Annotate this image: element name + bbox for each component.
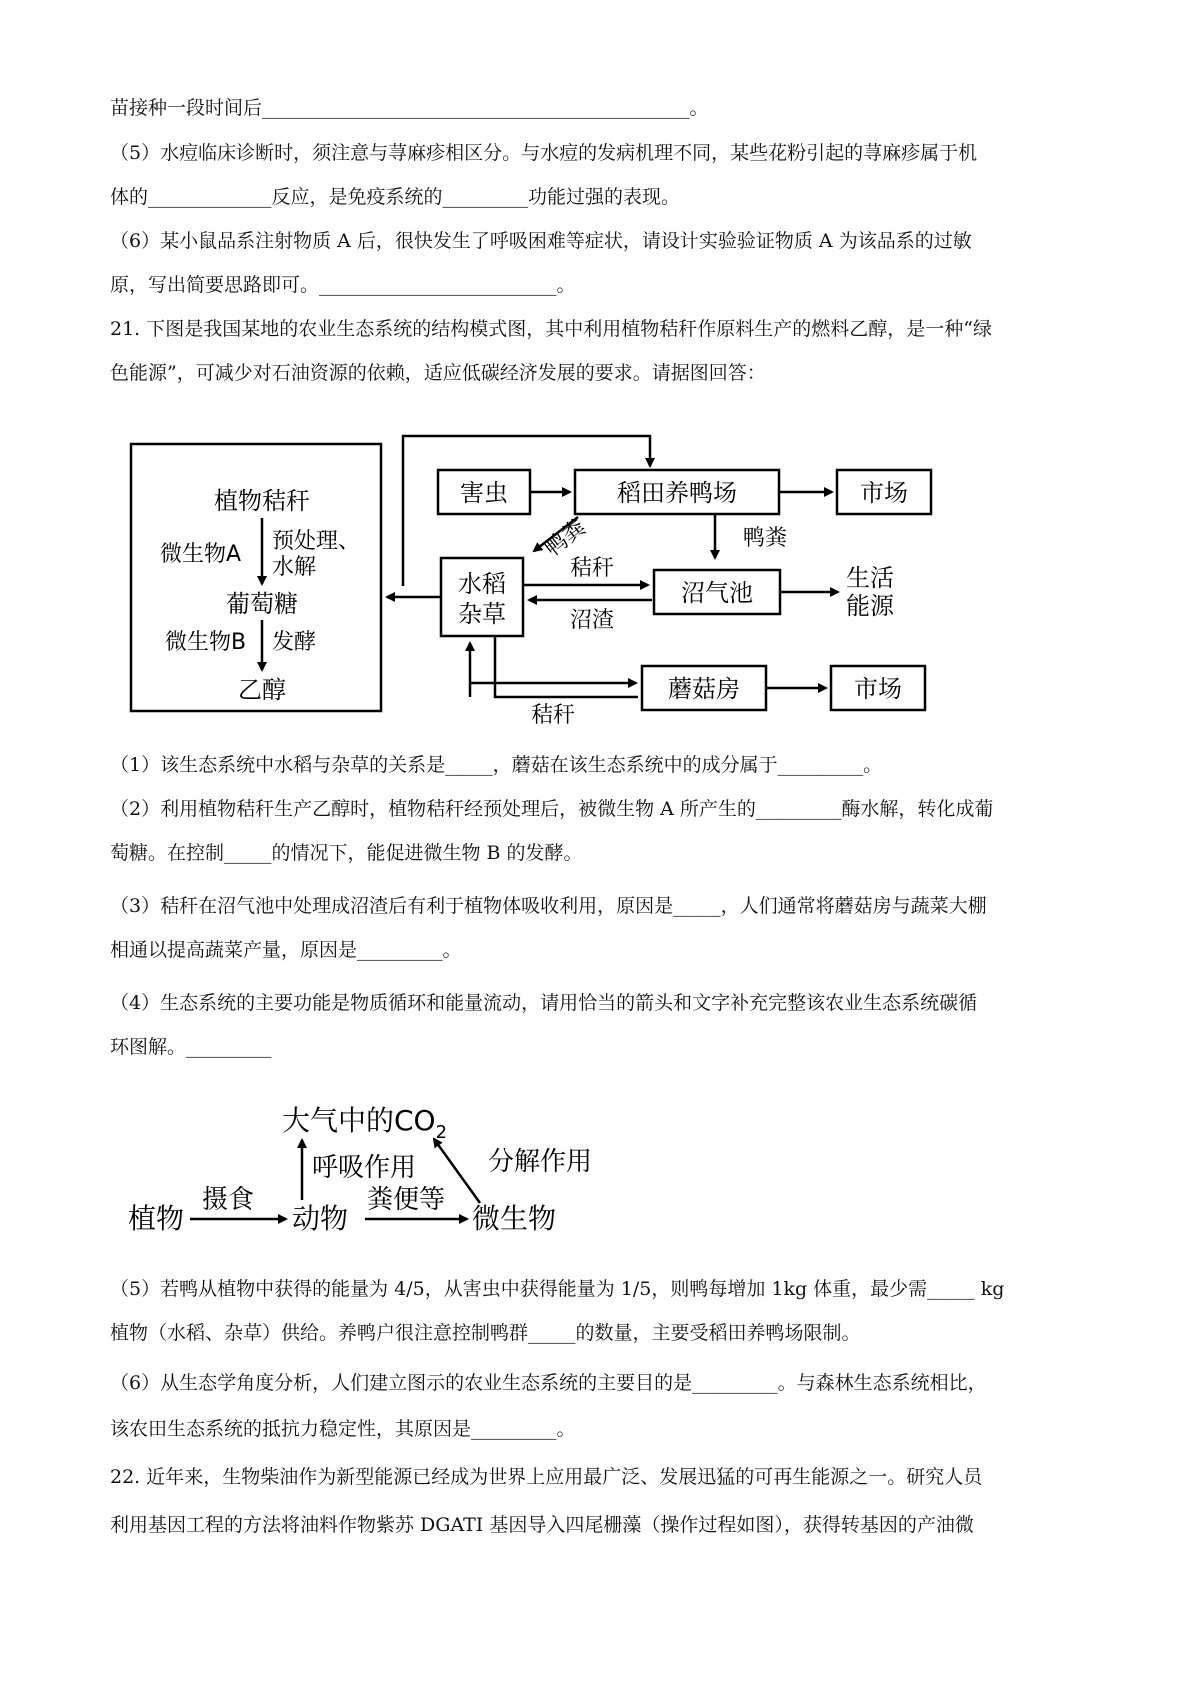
text-line: 环图解。_________ — [110, 1036, 272, 1058]
text-line: 利用基因工程的方法将油料作物紫苏 DGATI 基因导入四尾栅藻（操作过程如图），获得转基因的产油微 — [110, 1514, 974, 1536]
animal-label: 动物 — [292, 1202, 349, 1235]
straw-label: 植物秸秆 — [214, 487, 310, 515]
ferment-label: 发酵 — [272, 630, 317, 655]
text-line: （6）从生态学角度分析，人们建立图示的农业生态系统的主要目的是_________。与森林生态系统相比， — [110, 1372, 987, 1394]
feces-label: 粪便等 — [367, 1185, 446, 1215]
text-line: 该农田生态系统的抵抗力稳定性，其原因是_________。 — [110, 1418, 576, 1440]
text-line: （4）生态系统的主要功能是物质循环和能量流动，请用恰当的箭头和文字补充完整该农业生态系统碳循 — [110, 992, 978, 1014]
living-energy-label-2: 能源 — [846, 592, 894, 620]
text-line: 相通以提高蔬菜产量，原因是_________。 — [110, 939, 462, 961]
co2-label: 大气中的$CO_2$ — [282, 1104, 448, 1143]
text-line: 原，写出简要思路即可。_________________________。 — [110, 274, 576, 296]
residue-label: 沼渣 — [569, 608, 615, 633]
rice-label: 水稻 — [458, 570, 506, 598]
ethanol-process-box — [131, 444, 381, 711]
living-energy-label-1: 生活 — [846, 564, 894, 592]
microbe-label: 微生物 — [472, 1202, 557, 1235]
pretreat-label: 预处理、 — [272, 529, 361, 554]
duck-manure-label-left: 鸭粪 — [540, 515, 591, 562]
decomposition-label: 分解作用 — [488, 1147, 593, 1177]
duck-farm-label: 稻田养鸭场 — [617, 479, 737, 507]
text-line: 色能源”，可减少对石油资源的依赖，适应低碳经济发展的要求。请据图回答： — [110, 362, 766, 384]
ethanol-label: 乙醇 — [238, 676, 286, 704]
hydrolysis-label: 水解 — [272, 555, 317, 580]
text-line: （5）水痘临床诊断时，须注意与荨麻疹相区分。与水痘的发病机理不同，某些花粉引起的荨麻疹属于机 — [110, 142, 978, 164]
straw-to-mushroom-line — [495, 637, 638, 697]
text-line: 苗接种一段时间后_____________________________________________。 — [110, 97, 709, 119]
straw-label-bottom: 秸秆 — [530, 703, 576, 728]
text-line: 萄糖。在控制_____的情况下，能促进微生物 B 的发酵。 — [110, 842, 583, 864]
text-line: （5）若鸭从植物中获得的能量为 4/5，从害虫中获得能量为 1/5，则鸭每增加 1kg 体重，最少需_____ kg — [110, 1278, 1005, 1300]
respiration-label: 呼吸作用 — [312, 1153, 417, 1183]
plant-label: 植物 — [128, 1202, 185, 1235]
duck-manure-label-right: 鸭粪 — [743, 526, 788, 551]
pest-label: 害虫 — [460, 479, 508, 507]
text-line: 植物（水稻、杂草）供给。养鸭户很注意控制鸭群_____的数量，主要受稻田养鸭场限制。 — [110, 1322, 861, 1344]
feeding-label: 摄食 — [202, 1185, 255, 1215]
carbon-cycle-diagram — [128, 1104, 592, 1235]
text-line: （6）某小鼠品系注射物质 A 后，很快发生了呼吸困难等症状，请设计实验验证物质 A 为该品系的过敏 — [110, 230, 972, 252]
straw-label-mid: 秸秆 — [569, 556, 615, 581]
microbe-a-label: 微生物A — [160, 542, 242, 567]
weed-label: 杂草 — [458, 600, 506, 628]
text-line: （3）秸秆在沼气池中处理成沼渣后有利于植物体吸收利用，原因是_____，人们通常将蘑菇房与蔬菜大棚 — [110, 895, 987, 917]
microbe-b-label: 微生物B — [165, 630, 247, 655]
glucose-label: 葡萄糖 — [226, 590, 298, 618]
market-label-bottom: 市场 — [854, 675, 902, 703]
text-line: （2）利用植物秸秆生产乙醇时，植物秸秆经预处理后，被微生物 A 所产生的_________酶水解，转化成葡 — [110, 798, 994, 820]
question-22-text: 22. 近年来，生物柴油作为新型能源已经成为世界上应用最广泛、发展迅猛的可再生能源之一。研究人员 — [110, 1466, 983, 1488]
question-21-text: 21. 下图是我国某地的农业生态系统的结构模式图，其中利用植物秸秆作原料生产的燃料乙醇，是一种“绿 — [110, 318, 992, 340]
text-line: 体的_____________反应，是免疫系统的_________功能过强的表现。 — [110, 186, 681, 208]
text-line: （1）该生态系统中水稻与杂草的关系是_____，蘑菇在该生态系统中的成分属于_________。 — [110, 754, 883, 776]
biogas-label: 沼气池 — [681, 579, 753, 607]
market-label-top: 市场 — [860, 479, 908, 507]
mushroom-label: 蘑菇房 — [668, 675, 740, 703]
